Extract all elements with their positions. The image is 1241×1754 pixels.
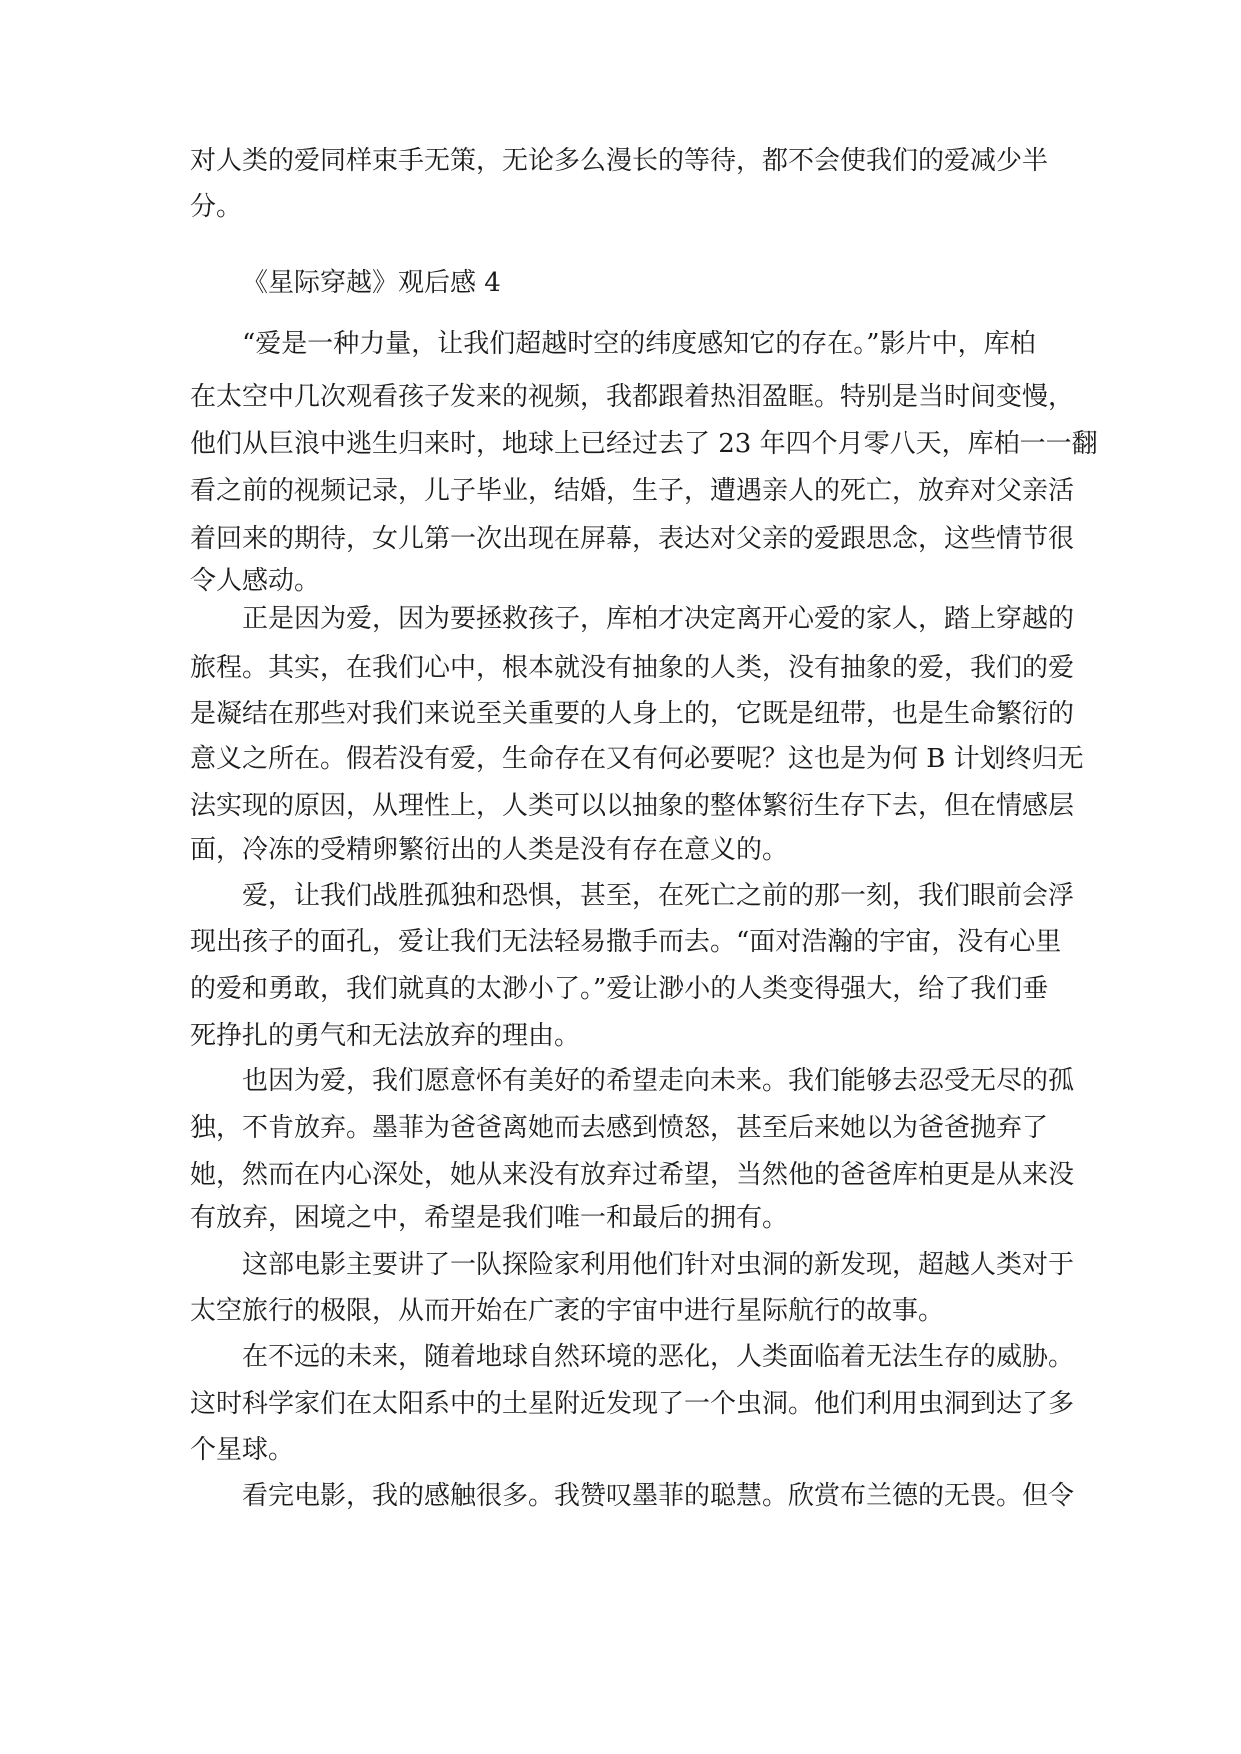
text-line: 是凝结在那些对我们来说至关重要的人身上的，它既是纽带，也是生命繁衍的 xyxy=(190,699,1075,729)
text-line: 意义之所在。假若没有爱，生命存在又有何必要呢？这也是为何 B 计划终归无 xyxy=(190,744,1084,774)
text-line: 旅程。其实，在我们心中，根本就没有抽象的人类，没有抽象的爱，我们的爱 xyxy=(190,653,1075,683)
text-line: “爱是一种力量，让我们超越时空的纬度感知它的存在。”影片中，库柏 xyxy=(242,329,1036,359)
text-line: 分。 xyxy=(190,192,243,222)
text-line: 也因为爱，我们愿意怀有美好的希望走向未来。我们能够去忍受无尽的孤 xyxy=(242,1066,1075,1096)
text-line: 个星球。 xyxy=(190,1435,295,1465)
text-line: 爱，让我们战胜孤独和恐惧，甚至，在死亡之前的那一刻，我们眼前会浮 xyxy=(242,881,1075,911)
text-line: 面，冷冻的受精卵繁衍出的人类是没有存在意义的。 xyxy=(190,835,789,865)
text-line: 他们从巨浪中逃生归来时，地球上已经过去了 23 年四个月零八天，库柏一一翻 xyxy=(190,429,1098,459)
text-line: 有放弃，困境之中，希望是我们唯一和最后的拥有。 xyxy=(190,1203,789,1233)
text-line: 看之前的视频记录，儿子毕业，结婚，生子，遭遇亲人的死亡，放弃对父亲活 xyxy=(190,476,1075,506)
text-line: 她，然而在内心深处，她从来没有放弃过希望，当然他的爸爸库柏更是从来没 xyxy=(190,1160,1075,1190)
text-line: 在太空中几次观看孩子发来的视频，我都跟着热泪盈眶。特别是当时间变慢， xyxy=(190,382,1075,412)
text-line: 着回来的期待，女儿第一次出现在屏幕，表达对父亲的爱跟思念，这些情节很 xyxy=(190,524,1075,554)
text-line: 法实现的原因，从理性上，人类可以以抽象的整体繁衍生存下去，但在情感层 xyxy=(190,791,1075,821)
text-line: 死挣扎的勇气和无法放弃的理由。 xyxy=(190,1021,581,1051)
text-line: 令人感动。 xyxy=(190,566,321,596)
text-line: 独，不肯放弃。墨菲为爸爸离她而去感到愤怒，甚至后来她以为爸爸抛弃了 xyxy=(190,1113,1049,1143)
text-line: 这时科学家们在太阳系中的土星附近发现了一个虫洞。他们利用虫洞到达了多 xyxy=(190,1389,1075,1419)
text-line: 太空旅行的极限，从而开始在广袤的宇宙中进行星际航行的故事。 xyxy=(190,1296,945,1326)
text-line: 看完电影，我的感触很多。我赞叹墨菲的聪慧。欣赏布兰德的无畏。但令 xyxy=(242,1481,1075,1511)
text-line: 对人类的爱同样束手无策，无论多么漫长的等待，都不会使我们的爱减少半 xyxy=(190,146,1049,176)
text-line: 在不远的未来，随着地球自然环境的恶化，人类面临着无法生存的威胁。 xyxy=(242,1342,1075,1372)
text-line: 的爱和勇敢，我们就真的太渺小了。”爱让渺小的人类变得强大，给了我们垂 xyxy=(190,974,1049,1004)
text-line: 现出孩子的面孔，爱让我们无法轻易撒手而去。“面对浩瀚的宇宙，没有心里 xyxy=(190,927,1062,957)
section-heading: 《星际穿越》观后感 4 xyxy=(242,268,501,298)
text-line: 这部电影主要讲了一队探险家利用他们针对虫洞的新发现，超越人类对于 xyxy=(242,1250,1075,1280)
text-line: 正是因为爱，因为要拯救孩子，库柏才决定离开心爱的家人，踏上穿越的 xyxy=(242,604,1075,634)
